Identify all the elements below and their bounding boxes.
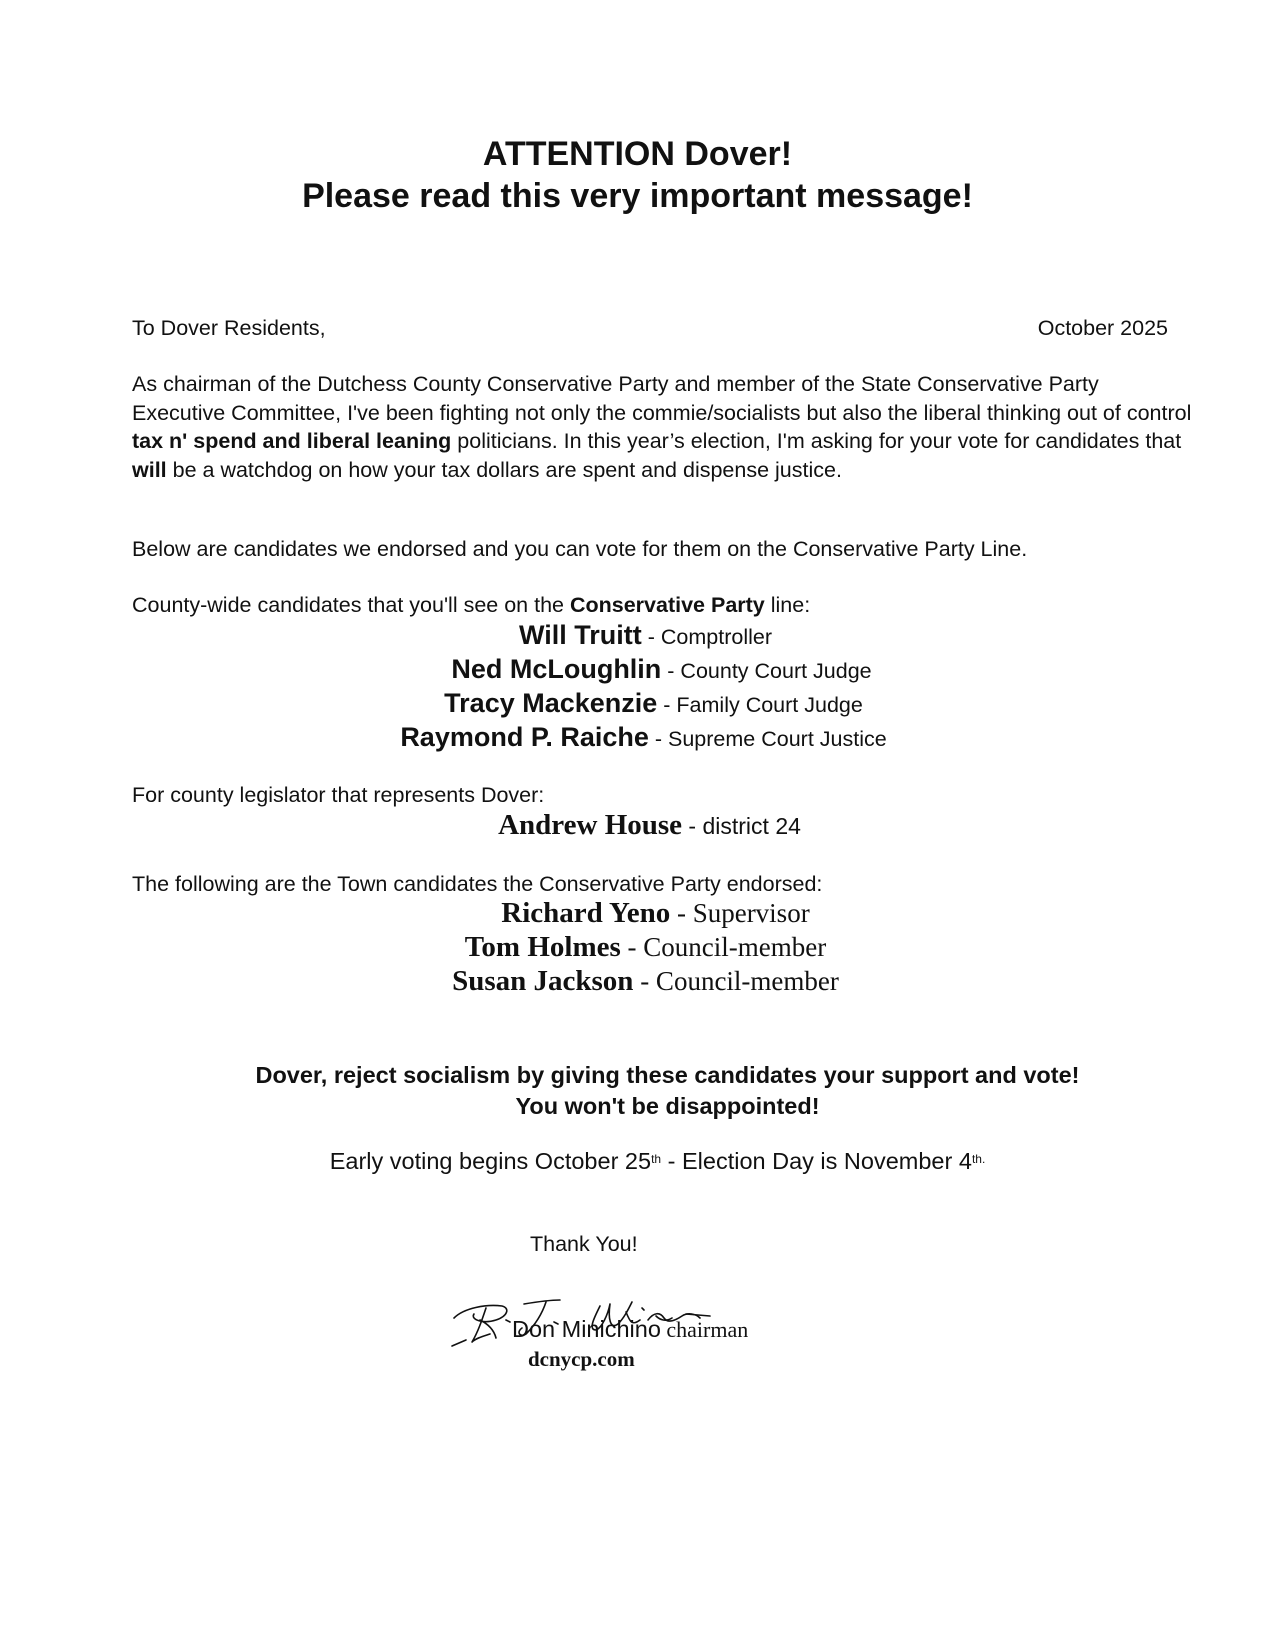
candidate-role: - district 24 (682, 813, 801, 839)
legislator-intro: For county legislator that represents Dover: (132, 783, 545, 807)
endorsement-line: Below are candidates we endorsed and you can vote for them on the Conservative Party Line. (132, 537, 1028, 561)
candidate-name: Will Truitt (519, 620, 642, 650)
candidate-name: Ned McLoughlin (451, 654, 662, 684)
signer (512, 1316, 748, 1343)
signer-title: chairman (660, 1317, 749, 1342)
candidate-name: Raymond P. Raiche (400, 722, 649, 752)
headline-attention: ATTENTION Dover! (482, 135, 793, 173)
candidate-name: Andrew House (498, 809, 683, 841)
candidate-row (0, 897, 1275, 930)
legislator-row (0, 809, 1275, 842)
letter-date: October 2025 (1037, 316, 1168, 340)
candidate-role: - Supreme Court Justice (648, 727, 887, 751)
candidate-name: Susan Jackson (452, 965, 634, 997)
candidate-name: Tracy Mackenzie (444, 688, 658, 718)
candidate-row (0, 722, 1275, 753)
candidate-role: - Council-member (620, 932, 827, 962)
county-intro: County-wide candidates that you'll see on the Conservative Party line: (132, 593, 811, 617)
headline-please-read: Please read this very important message! (302, 177, 973, 215)
candidate-role: - Comptroller (641, 625, 772, 649)
candidate-role: - Family Court Judge (657, 693, 863, 717)
salutation: To Dover Residents, (132, 316, 326, 340)
candidate-role: - Council-member (633, 966, 839, 996)
candidate-name: Richard Yeno (501, 897, 671, 929)
voting-dates: Early voting begins October 25th - Election Day is November $4^{th.}$ (329, 1148, 986, 1174)
call-to-action-2: You won't be disappointed! (515, 1093, 820, 1119)
call-to-action: Dover, reject socialism by giving these candidates your support and vote! (255, 1062, 1080, 1088)
candidate-row (0, 965, 1275, 998)
signer-name: Don Minichino (512, 1316, 661, 1342)
website-link[interactable]: dcnycp.com (528, 1347, 635, 1371)
candidate-name: Tom Holmes (464, 931, 621, 963)
candidate-role: - County Court Judge (661, 659, 872, 683)
candidate-row (0, 654, 1275, 685)
candidate-role: - Supervisor (670, 898, 810, 928)
candidate-row (0, 931, 1275, 964)
thank-you: Thank You! (530, 1232, 638, 1256)
candidate-row (0, 620, 1275, 651)
candidate-row (0, 688, 1275, 719)
intro-paragraph: As chairman of the Dutchess County Conservative Party and member of the State Conservative Party Executive Committee, I've been fighting not only the commie/socialists but also the liberal thinking out of control tax n' spend and liberal leaning politicians. In this year’s election, I'm asking for your vote for candidates that will be a watchdog on how your tax dollars are spent and dispense justice. (132, 372, 1192, 482)
town-intro: The following are the Town candidates the Conservative Party endorsed: (132, 872, 823, 896)
